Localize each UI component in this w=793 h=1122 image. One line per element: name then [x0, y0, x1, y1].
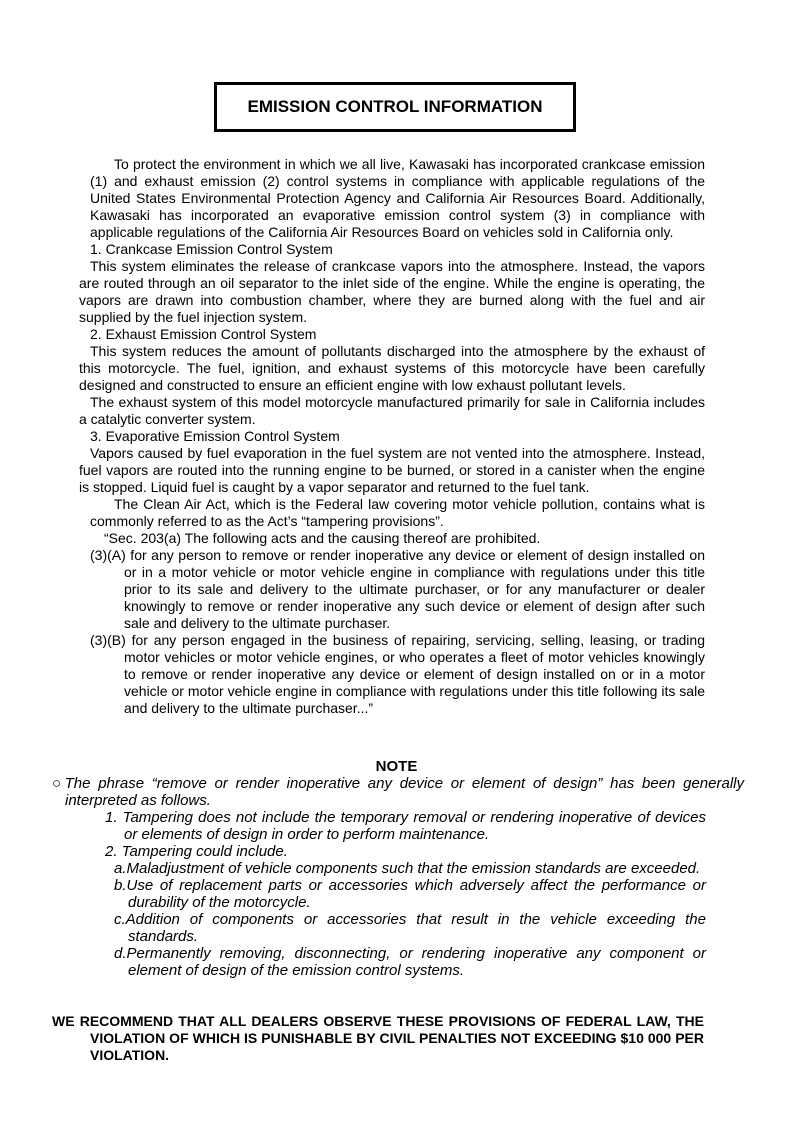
- clause-3a: (3)(A) for any person to remove or render inoperative any device or element of design installed on or in a motor vehicle or motor vehicle engine in compliance with regulations under this title prior to its sale and delivery to the ultimate purchaser, or for any manufacturer or dealer knowingly to remove or render inoperative any such device or element of design after such sale and delivery to the ultimate purchaser.: [90, 547, 705, 631]
- recommendation-text: WE RECOMMEND THAT ALL DEALERS OBSERVE THESE PROVISIONS OF FEDERAL LAW, THE VIOLATION OF WHICH IS PUNISHABLE BY CIVIL PENALTIES NOT EXCEEDING $10 000 PER VIOLATION.: [52, 1013, 704, 1063]
- recommendation-block: [52, 1013, 704, 1064]
- note-intro: [52, 775, 744, 809]
- section-1-heading: 1. Crankcase Emission Control System: [90, 241, 333, 257]
- note-sub-c: c.Addition of components or accessories that result in the vehicle exceeding the standards.: [114, 911, 706, 945]
- page-title: EMISSION CONTROL INFORMATION: [214, 82, 576, 132]
- section-2-text-2: The exhaust system of this model motorcycle manufactured primarily for sale in California includes a catalytic converter system.: [79, 394, 705, 427]
- note-sub-a: a.Maladjustment of vehicle components such that the emission standards are exceeded.: [114, 860, 701, 877]
- emission-body: [79, 156, 705, 717]
- note-title: NOTE: [375, 758, 418, 775]
- section-3-text: Vapors caused by fuel evaporation in the fuel system are not vented into the atmosphere. Instead, fuel vapors are routed into the running engine to be burned, or stored in a canister when the engine is stopped. Liquid fuel is caught by a vapor separator and returned to the fuel tank.: [79, 445, 705, 495]
- clause-3b: (3)(B) for any person engaged in the business of repairing, servicing, selling, leasing, or trading motor vehicles or motor vehicle engines, or who operates a fleet of motor vehicles knowingly to remove or render inoperative any device or element of design installed on or in a motor vehicle or motor vehicle engine in compliance with regulations under this title following its sale and delivery to the ultimate purchaser...”: [90, 632, 705, 716]
- note-item-2: 2. Tampering could include.: [105, 843, 288, 860]
- section-1-text: This system eliminates the release of crankcase vapors into the atmosphere. Instead, the vapors are routed through an oil separator to the inlet side of the engine. While the engine is operating, the vapors are drawn into combustion chamber, where they are burned along with the fuel and air supplied by the fuel injection system.: [79, 258, 705, 325]
- sec-203-line: “Sec. 203(a) The following acts and the causing thereof are prohibited.: [104, 530, 541, 546]
- clean-air-act-paragraph: The Clean Air Act, which is the Federal law covering motor vehicle pollution, contains what is commonly referred to as the Act’s “tampering provisions”.: [90, 496, 705, 529]
- note-sub-d: d.Permanently removing, disconnecting, or rendering inoperative any component or element of design of the emission control systems.: [114, 945, 706, 979]
- note-item-1: 1. Tampering does not include the temporary removal or rendering inoperative of devices or elements of design in order to perform maintenance.: [105, 809, 706, 843]
- note-intro-text: The phrase “remove or render inoperative any device or element of design” has been generally interpreted as follows.: [64, 775, 744, 809]
- note-sub-b: b.Use of replacement parts or accessories which adversely affect the performance or durability of the motorcycle.: [114, 877, 706, 911]
- intro-paragraph: To protect the environment in which we all live, Kawasaki has incorporated crankcase emission (1) and exhaust emission (2) control systems in compliance with applicable regulations of the United States Environmental Protection Agency and California Air Resources Board. Additionally, Kawasaki has incorporated an evaporative emission control system (3) in compliance with applicable regulations of the California Air Resources Board on vehicles sold in California only.: [90, 156, 705, 240]
- section-2-text-1: This system reduces the amount of pollutants discharged into the atmosphere by the exhaust of this motorcycle. The fuel, ignition, and exhaust systems of this motorcycle have been carefully designed and constructed to ensure an efficient engine with low exhaust pollutant levels.: [79, 343, 705, 393]
- section-3-heading: 3. Evaporative Emission Control System: [90, 428, 340, 444]
- bullet-circle-icon: ○: [52, 775, 65, 792]
- section-2-heading: 2. Exhaust Emission Control System: [90, 326, 317, 342]
- note-block: [52, 775, 744, 979]
